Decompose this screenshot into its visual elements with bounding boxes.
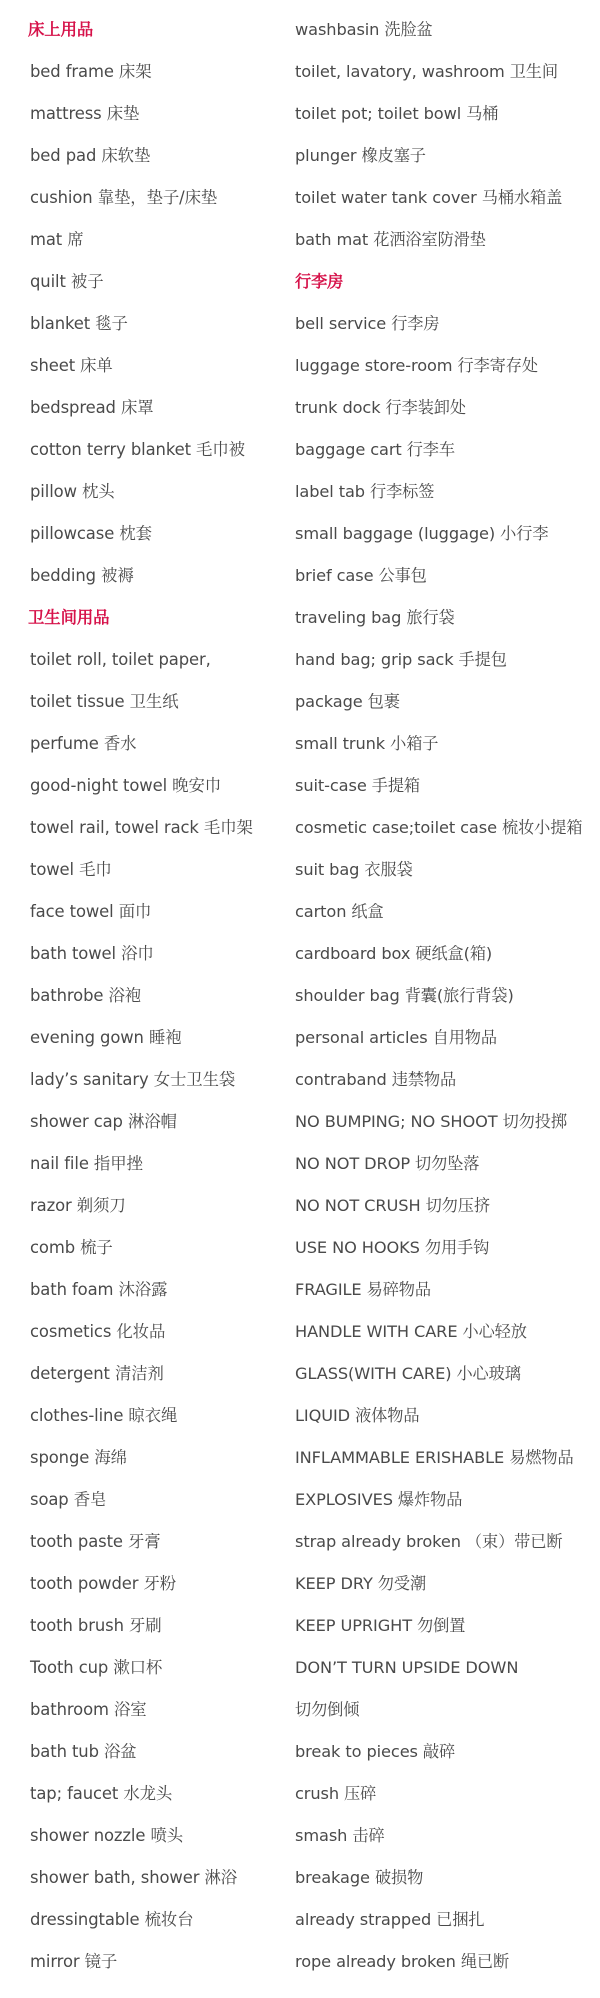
right-vocab-entry: hand bag; grip sack 手提包 xyxy=(295,650,507,669)
left-vocab-entry: dressingtable 梳妆台 xyxy=(30,1910,194,1929)
right-vocab-entry: HANDLE WITH CARE 小心轻放 xyxy=(295,1322,527,1341)
right-vocab-entry: EXPLOSIVES 爆炸物品 xyxy=(295,1490,463,1509)
right-vocab-entry: NO BUMPING; NO SHOOT 切勿投掷 xyxy=(295,1112,567,1131)
left-vocab-entry: nail file 指甲挫 xyxy=(30,1154,143,1173)
right-vocab-entry: break to pieces 敲碎 xyxy=(295,1742,456,1761)
left-vocab-entry: shower bath, shower 淋浴 xyxy=(30,1868,238,1887)
right-vocab-entry: NO NOT CRUSH 切勿压挤 xyxy=(295,1196,490,1215)
right-vocab-entry: breakage 破损物 xyxy=(295,1868,424,1887)
right-vocab-entry: package 包裹 xyxy=(295,692,400,711)
right-vocab-entry: INFLAMMABLE ERISHABLE 易燃物品 xyxy=(295,1448,574,1467)
left-vocab-entry: tooth paste 牙膏 xyxy=(30,1532,161,1551)
right-vocab-entry: personal articles 自用物品 xyxy=(295,1028,497,1047)
right-vocab-entry: label tab 行李标签 xyxy=(295,482,435,501)
left-vocab-entry: razor 剃须刀 xyxy=(30,1196,126,1215)
right-vocab-entry: cardboard box 硬纸盒(箱) xyxy=(295,944,493,963)
right-vocab-entry: small baggage (luggage) 小行李 xyxy=(295,524,549,543)
right-vocab-entry: LIQUID 液体物品 xyxy=(295,1406,420,1425)
right-vocab-entry: bath mat 花洒浴室防滑垫 xyxy=(295,230,486,249)
right-vocab-entry: contraband 违禁物品 xyxy=(295,1070,457,1089)
left-vocab-entry: perfume 香水 xyxy=(30,734,137,753)
right-vocab-entry: rope already broken 绳已断 xyxy=(295,1952,510,1971)
left-vocab-entry: shower cap 淋浴帽 xyxy=(30,1112,177,1131)
left-vocab-entry: mat 席 xyxy=(30,230,84,249)
left-vocab-entry: towel rail, towel rack 毛巾架 xyxy=(30,818,253,837)
right-vocab-entry: smash 击碎 xyxy=(295,1826,385,1845)
left-vocab-entry: mattress 床垫 xyxy=(30,104,140,123)
right-vocab-entry: shoulder bag 背囊(旅行背袋) xyxy=(295,986,514,1005)
right-vocabulary-column xyxy=(295,12,595,1986)
left-vocab-entry: tap; faucet 水龙头 xyxy=(30,1784,173,1803)
right-vocab-entry: toilet, lavatory, washroom 卫生间 xyxy=(295,62,558,81)
left-vocab-entry: bath foam 沐浴露 xyxy=(30,1280,168,1299)
right-vocab-entry: cosmetic case;toilet case 梳妆小提箱 xyxy=(295,818,583,837)
right-vocab-entry: 切勿倒倾 xyxy=(295,1700,360,1719)
left-vocab-entry: pillowcase 枕套 xyxy=(30,524,152,543)
left-section-heading: 床上用品 xyxy=(28,20,94,39)
left-vocab-entry: toilet tissue 卫生纸 xyxy=(30,692,179,711)
right-vocab-entry: suit-case 手提箱 xyxy=(295,776,420,795)
left-vocab-entry: bathroom 浴室 xyxy=(30,1700,147,1719)
left-vocab-entry: comb 梳子 xyxy=(30,1238,113,1257)
left-vocab-entry: cotton terry blanket 毛巾被 xyxy=(30,440,245,459)
left-vocab-entry: pillow 枕头 xyxy=(30,482,115,501)
left-vocab-entry: bath tub 浴盆 xyxy=(30,1742,137,1761)
left-vocab-entry: sheet 床单 xyxy=(30,356,113,375)
left-vocab-entry: sponge 海绵 xyxy=(30,1448,127,1467)
left-vocab-entry: Tooth cup 漱口杯 xyxy=(30,1658,163,1677)
right-vocab-entry: small trunk 小箱子 xyxy=(295,734,439,753)
right-vocab-entry: suit bag 衣服袋 xyxy=(295,860,413,879)
right-vocab-entry: DON’T TURN UPSIDE DOWN xyxy=(295,1658,519,1677)
right-section-heading: 行李房 xyxy=(295,272,344,291)
left-vocab-entry: bathrobe 浴袍 xyxy=(30,986,142,1005)
left-vocab-entry: blanket 毯子 xyxy=(30,314,128,333)
left-vocab-entry: shower nozzle 喷头 xyxy=(30,1826,184,1845)
left-vocab-entry: lady’s sanitary 女士卫生袋 xyxy=(30,1070,236,1089)
left-vocab-entry: quilt 被子 xyxy=(30,272,104,291)
right-vocab-entry: already strapped 已捆扎 xyxy=(295,1910,485,1929)
right-vocab-entry: toilet water tank cover 马桶水箱盖 xyxy=(295,188,563,207)
left-vocab-entry: good-night towel 晚安巾 xyxy=(30,776,222,795)
right-vocab-entry: bell service 行李房 xyxy=(295,314,440,333)
right-vocab-entry: KEEP UPRIGHT 勿倒置 xyxy=(295,1616,466,1635)
right-vocab-entry: crush 压碎 xyxy=(295,1784,377,1803)
right-vocab-entry: toilet pot; toilet bowl 马桶 xyxy=(295,104,499,123)
left-vocab-entry: bedspread 床罩 xyxy=(30,398,154,417)
left-vocabulary-column xyxy=(30,12,290,1986)
left-section-heading: 卫生间用品 xyxy=(28,608,110,627)
left-vocab-entry: detergent 清洁剂 xyxy=(30,1364,164,1383)
left-vocab-entry: evening gown 睡袍 xyxy=(30,1028,182,1047)
right-vocab-entry: FRAGILE 易碎物品 xyxy=(295,1280,431,1299)
right-vocab-entry: luggage store-room 行李寄存处 xyxy=(295,356,538,375)
left-vocab-entry: toilet roll, toilet paper, xyxy=(30,650,211,669)
left-vocab-entry: clothes-line 晾衣绳 xyxy=(30,1406,178,1425)
right-vocab-entry: NO NOT DROP 切勿坠落 xyxy=(295,1154,480,1173)
left-vocab-entry: face towel 面巾 xyxy=(30,902,152,921)
left-vocab-entry: bed pad 床软垫 xyxy=(30,146,151,165)
right-vocab-entry: GLASS(WITH CARE) 小心玻璃 xyxy=(295,1364,521,1383)
right-vocab-entry: KEEP DRY 勿受潮 xyxy=(295,1574,427,1593)
left-vocab-entry: cushion 靠垫，垫子/床垫 xyxy=(30,188,218,207)
left-vocab-entry: bath towel 浴巾 xyxy=(30,944,154,963)
right-vocab-entry: baggage cart 行李车 xyxy=(295,440,455,459)
right-vocab-entry: carton 纸盒 xyxy=(295,902,384,921)
left-vocab-entry: tooth powder 牙粉 xyxy=(30,1574,177,1593)
right-vocab-entry: trunk dock 行李装卸处 xyxy=(295,398,466,417)
left-vocab-entry: soap 香皂 xyxy=(30,1490,107,1509)
right-vocab-entry: strap already broken （束）带已断 xyxy=(295,1532,563,1551)
right-vocab-entry: traveling bag 旅行袋 xyxy=(295,608,455,627)
left-vocab-entry: bed frame 床架 xyxy=(30,62,152,81)
left-vocab-entry: bedding 被褥 xyxy=(30,566,134,585)
left-vocab-entry: tooth brush 牙刷 xyxy=(30,1616,162,1635)
left-vocab-entry: towel 毛巾 xyxy=(30,860,112,879)
left-vocab-entry: cosmetics 化妆品 xyxy=(30,1322,166,1341)
right-vocab-entry: USE NO HOOKS 勿用手钩 xyxy=(295,1238,490,1257)
right-vocab-entry: washbasin 洗脸盆 xyxy=(295,20,433,39)
left-vocab-entry: mirror 镜子 xyxy=(30,1952,118,1971)
right-vocab-entry: plunger 橡皮塞子 xyxy=(295,146,426,165)
right-vocab-entry: brief case 公事包 xyxy=(295,566,427,585)
